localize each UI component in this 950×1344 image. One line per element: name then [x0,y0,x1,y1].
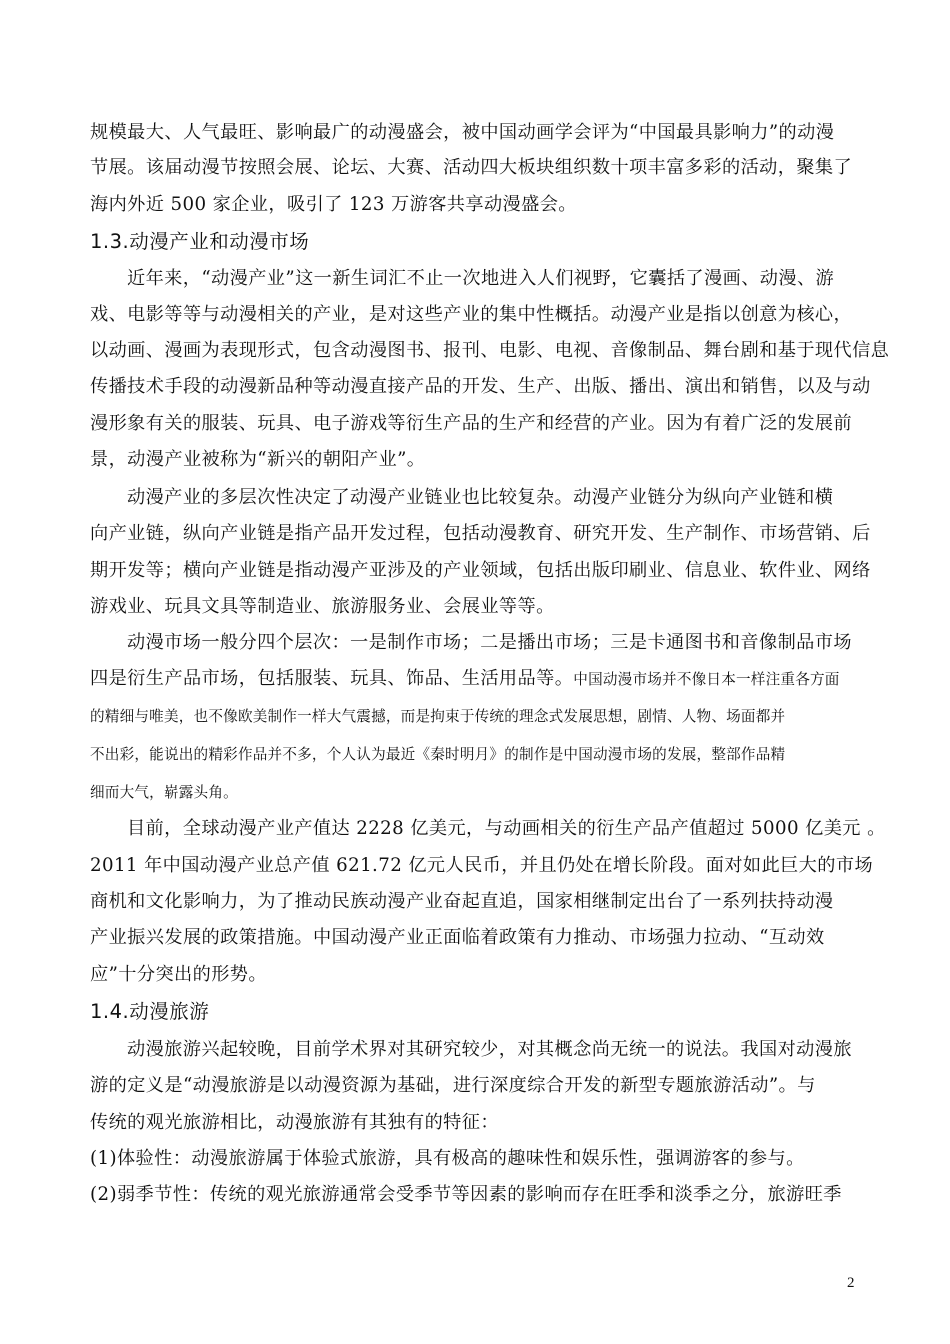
paragraph-line: 动漫旅游兴起较晚，目前学术界对其研究较少，对其概念尚无统一的说法。我国对动漫旅 [127,1039,852,1060]
paragraph-line: 传播技术手段的动漫新品种等动漫直接产品的开发、生产、出版、播出、演出和销售，以及与动 [90,376,871,397]
paragraph-line: 游的定义是“动漫旅游是以动漫资源为基础，进行深度综合开发的新型专题旅游活动”。与 [90,1075,816,1096]
paragraph-line [90,668,880,691]
paragraph-line: 近年来，“动漫产业”这一新生词汇不止一次地进入人们视野，它囊括了漫画、动漫、游 [127,268,835,289]
page-number: 2 [847,1275,855,1291]
paragraph-line: 产业振兴发展的政策措施。中国动漫产业正面临着政策有力推动、市场强力拉动、“互动效 [90,927,825,948]
paragraph-line: 动漫产业的多层次性决定了动漫产业链业也比较复杂。动漫产业链分为纵向产业链和横 [127,487,834,508]
section-heading: 1.4.动漫旅游 [90,1000,210,1023]
paragraph-line: 景，动漫产业被称为“新兴的朝阳产业”。 [90,449,426,470]
section-heading: 1.3.动漫产业和动漫市场 [90,230,310,253]
paragraph-line-small: 细而大气，崭露头角。 [90,784,238,801]
paragraph-line: 商机和文化影响力，为了推动民族动漫产业奋起直追，国家相继制定出台了一系列扶持动漫 [90,891,834,912]
list-item: (2)弱季节性：传统的观光旅游通常会受季节等因素的影响而存在旺季和淡季之分，旅游旺季 [90,1184,842,1205]
paragraph-line: 漫形象有关的服装、玩具、电子游戏等衍生产品的生产和经营的产业。因为有着广泛的发展前 [90,413,853,434]
paragraph-line: 传统的观光旅游相比，动漫旅游有其独有的特征： [90,1112,499,1133]
paragraph-line: 节展。该届动漫节按照会展、论坛、大赛、活动四大板块组织数十项丰富多彩的活动，聚集了 [90,157,853,178]
paragraph-line: 海内外近 500 家企业，吸引了 123 万游客共享动漫盛会。 [90,194,577,215]
paragraph-line: 期开发等；横向产业链是指动漫产亚涉及的产业领域，包括出版印刷业、信息业、软件业、网络 [90,560,871,581]
paragraph-line-small: 不出彩，能说出的精彩作品并不多，个人认为最近《秦时明月》的制作是中国动漫市场的发展，整部作品精 [90,746,786,763]
paragraph-line: 游戏业、玩具文具等制造业、旅游服务业、会展业等等。 [90,596,555,617]
paragraph-line: 2011 年中国动漫产业总产值 621.72 亿元人民币，并且仍处在增长阶段。面对如此巨大的市场 [90,855,874,876]
paragraph-text: 四是衍生产品市场，包括服装、玩具、饰品、生活用品等。 [90,668,574,689]
list-item: (1)体验性：动漫旅游属于体验式旅游，具有极高的趣味性和娱乐性，强调游客的参与。 [90,1148,805,1169]
paragraph-line: 以动画、漫画为表现形式，包含动漫图书、报刊、电影、电视、音像制品、舞台剧和基于现代信息 [90,340,890,361]
paragraph-line: 应”十分突出的形势。 [90,964,267,985]
paragraph-line: 动漫市场一般分四个层次：一是制作市场；二是播出市场；三是卡通图书和音像制品市场 [127,632,852,653]
paragraph-line: 目前，全球动漫产业产值达 2228 亿美元，与动画相关的衍生产品产值超过 5000 亿美元 。 [127,818,886,839]
paragraph-line-small: 的精细与唯美，也不像欧美制作一样大气震撼，而是拘束于传统的理念式发展思想，剧情、人物、场面都并 [90,708,786,725]
paragraph-text-small: 中国动漫市场并不像日本一样注重各方面 [573,671,840,688]
paragraph-line: 规模最大、人气最旺、影响最广的动漫盛会，被中国动画学会评为“中国最具影响力”的动漫 [90,122,835,143]
paragraph-line: 向产业链，纵向产业链是指产品开发过程，包括动漫教育、研究开发、生产制作、市场营销、后 [90,523,871,544]
paragraph-line: 戏、电影等等与动漫相关的产业，是对这些产业的集中性概括。动漫产业是指以创意为核心， [90,304,853,325]
